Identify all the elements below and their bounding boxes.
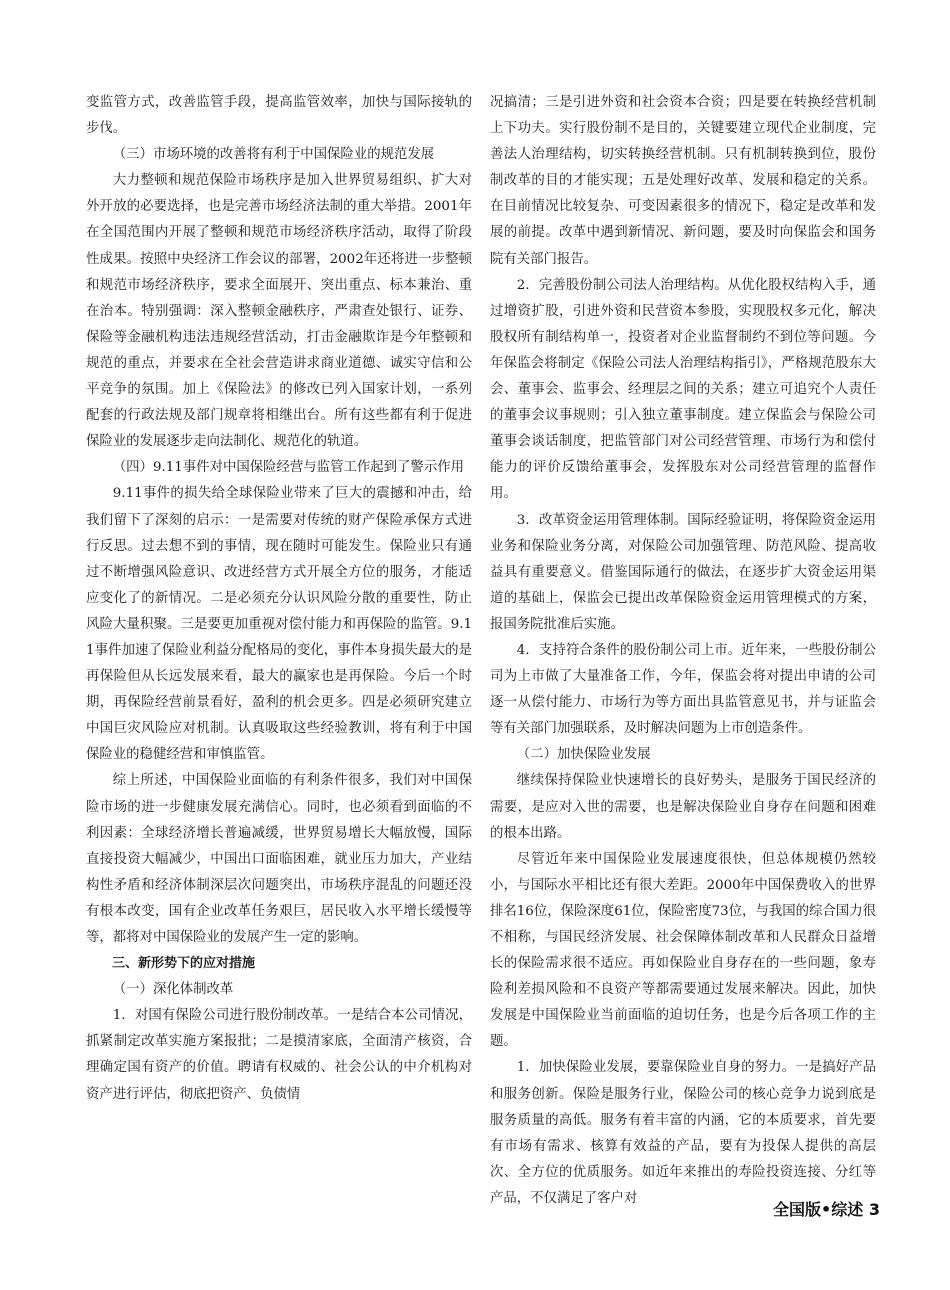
paragraph: 2．完善股份制公司法人治理结构。从优化股权结构入手，通过增资扩股，引进外资和民营资本参股，实现股权多元化，解决股权所有制结构单一，投资者对企业监督制约不到位等问题。今年保监会将制定《保险公司法人治理结构指引》，严格规范股东大会、董事会、监事会、经理层之间的关系；建立可追究个人责任的董事会议事规则；引入独立董事制度。建立保监会与保险公司董事会谈话制度，把监管部门对公司经营管理、市场行为和偿付能力的评价反馈给董事会，发挥股东对公司经营管理的监督作用。 bbox=[490, 277, 876, 502]
right-column bbox=[490, 90, 876, 1212]
paragraph: 9.11事件的损失给全球保险业带来了巨大的震撼和冲击，给我们留下了深刻的启示：一是需要对传统的财产保险承保方式进行反思。过去想不到的事情，现在随时可能发生。保险业只有通过不断增强风险意识、改进经营方式开展全方位的服务，才能适应变化了的新情况。二是必须充分认识风险分散的重要性，防止风险大量积聚。三是要更加重视对偿付能力和再保险的监管。9.11事件加速了保险业利益分配格局的变化，事件本身损失最大的是再保险但从长远发展来看，最大的赢家也是再保险。今后一个时期，再保险经营前景看好，盈利的机会更多。四是必须研究建立中国巨灾风险应对机制。认真吸取这些经验教训，将有利于中国保险业的稳健经营和审慎监管。 bbox=[86, 486, 472, 763]
subsection-heading: （三）市场环境的改善将有利于中国保险业的规范发展 bbox=[112, 147, 435, 163]
paragraph: 1．加快保险业发展，要靠保险业自身的努力。一是搞好产品和服务创新。保险是服务行业，保险公司的核心竞争力说到底是服务质量的高低。服务有着丰富的内涵，它的本质要求，首先要有市场有需求、核算有效益的产品，要有为投保人提供的高层次、全方位的优质服务。如近年来推出的寿险投资连接、分红等产品，不仅满足了客户对 bbox=[490, 1060, 876, 1206]
subsection-heading: （四）9.11事件对中国保险经营与监管工作起到了警示作用 bbox=[112, 460, 464, 476]
subsection-heading: （一）深化体制改革 bbox=[112, 982, 234, 998]
paragraph: 3．改革资金运用管理体制。国际经验证明，将保险资金运用业务和保险业务分离，对保险公司加强管理、防范风险、提高收益具有重要意义。借鉴国际通行的做法，在逐步扩大资金运用渠道的基础上，保监会已提出改革保险资金运用管理模式的方案，报国务院批准后实施。 bbox=[490, 512, 876, 632]
section-heading: 三、新形势下的应对措施 bbox=[112, 956, 256, 972]
paragraph: 大力整顿和规范保险市场秩序是加入世界贸易组织、扩大对外开放的必要选择，也是完善市场经济法制的重大举措。2001年在全国范围内开展了整顿和规范市场经济秩序活动，取得了阶段性成果。按照中央经济工作会议的部署，2002年还将进一步整顿和规范市场经济秩序，要求全面展开、突出重点、标本兼治、重在治本。特别强调：深入整顿金融秩序，严肃查处银行、证券、保险等金融机构违法违规经营活动，打击金融欺诈是今年整顿和规范的重点，并要求在全社会营造讲求商业道德、诚实守信和公平竞争的氛围。加上《保险法》的修改已列入国家计划，一系列配套的行政法规及部门规章将相继出台。所有这些都有利于促进保险业的发展逐步走向法制化、规范化的轨道。 bbox=[86, 173, 472, 450]
footer-label: 全国版•综述 bbox=[773, 1200, 864, 1219]
paragraph: 继续保持保险业快速增长的良好势头，是服务于国民经济的需要，是应对入世的需要，也是解决保险业自身存在问题和困难的根本出路。 bbox=[490, 773, 876, 841]
paragraph: 尽管近年来中国保险业发展速度很快，但总体规模仍然较小，与国际水平相比还有很大差距。2000年中国保费收入的世界排名16位，保险深度61位，保险密度73位，与我国的综合国力很不相称，与国民经济发展、社会保障体制改革和人民群众日益增长的保险需求很不适应。再如保险业自身存在的一些问题，象寿险利差损风险和不良资产等都需要通过发展来解决。因此，加快发展是中国保险业当前面临的迫切任务，也是今后各项工作的主题。 bbox=[490, 851, 876, 1050]
paragraph: 变监管方式，改善监管手段，提高监管效率，加快与国际接轨的步伐。 bbox=[86, 95, 472, 137]
paragraph: 况搞清；三是引进外资和社会资本合资；四是要在转换经营机制上下功夫。实行股份制不是目的，关键要建立现代企业制度，完善法人治理结构，切实转换经营机制。只有机制转换到位，股份制改革的目的才能实现；五是处理好改革、发展和稳定的关系。在目前情况比较复杂、可变因素很多的情况下，稳定是改革和发展的前提。改革中遇到新情况、新问题，要及时向保监会和国务院有关部门报告。 bbox=[490, 95, 876, 267]
left-column bbox=[86, 90, 472, 1108]
paragraph: 综上所述，中国保险业面临的有利条件很多，我们对中国保险市场的进一步健康发展充满信心。同时，也必须看到面临的不利因素：全球经济增长普遍减缓，世界贸易增长大幅放慢，国际直接投资大幅减少，中国出口面临困难，就业压力加大，产业结构性矛盾和经济体制深层次问题突出，市场秩序混乱的问题还没有根本改变，国有企业改革任务艰巨，居民收入水平增长缓慢等等，都将对中国保险业的发展产生一定的影响。 bbox=[86, 773, 472, 945]
paragraph: 4．支持符合条件的股份制公司上市。近年来，一些股份制公司为上市做了大量准备工作，今年，保监会将对提出申请的公司逐一从偿付能力、市场行为等方面出具监管意见书，并与证监会等有关部门加强联系，及时解决问题为上市创造条件。 bbox=[490, 642, 876, 737]
page-number: 3 bbox=[868, 1200, 880, 1219]
subsection-heading: （二）加快保险业发展 bbox=[516, 747, 651, 763]
page-footer bbox=[773, 1197, 880, 1220]
paragraph: 1．对国有保险公司进行股份制改革。一是结合本公司情况，抓紧制定改革实施方案报批；二是摸清家底，全面清产核资，合理确定国有资产的价值。聘请有权威的、社会公认的中介机构对资产进行评估，彻底把资产、负债情 bbox=[86, 1008, 472, 1102]
